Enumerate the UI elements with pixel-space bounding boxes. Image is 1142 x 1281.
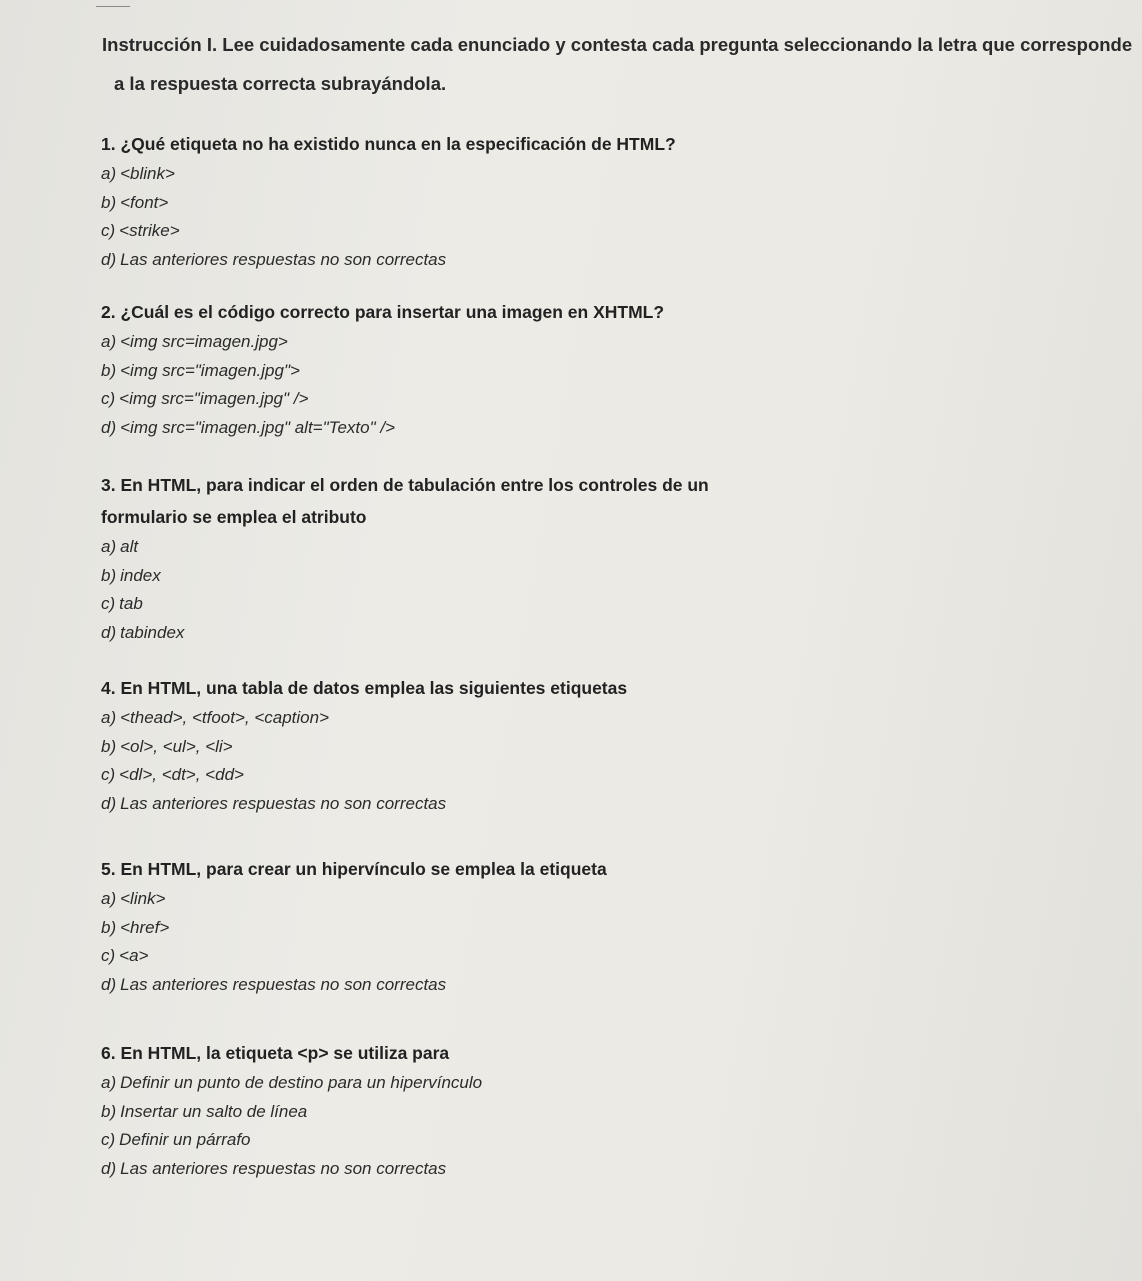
question-2 bbox=[101, 296, 861, 442]
option-letter: c) bbox=[101, 1130, 116, 1149]
option-text: <ol>, <ul>, <li> bbox=[120, 736, 233, 756]
option-b[interactable] bbox=[101, 733, 861, 762]
option-b[interactable] bbox=[101, 357, 861, 386]
option-letter: a) bbox=[101, 164, 117, 183]
option-letter: c) bbox=[101, 946, 116, 965]
instruction-block bbox=[102, 32, 1138, 97]
question-1 bbox=[101, 128, 861, 274]
option-d[interactable] bbox=[101, 619, 861, 648]
question-title-line-1: 3. En HTML, para indicar el orden de tabulación entre los controles de un bbox=[101, 475, 709, 495]
option-d[interactable] bbox=[101, 1155, 861, 1184]
option-letter: a) bbox=[101, 332, 117, 351]
question-title: 4. En HTML, una tabla de datos emplea las siguientes etiquetas bbox=[101, 678, 628, 698]
question-3 bbox=[101, 469, 861, 647]
option-letter: a) bbox=[101, 708, 117, 727]
option-letter: b) bbox=[101, 360, 117, 380]
option-c[interactable] bbox=[101, 385, 861, 414]
option-d[interactable] bbox=[101, 790, 861, 819]
option-a[interactable] bbox=[101, 160, 861, 189]
option-a[interactable] bbox=[101, 1069, 861, 1098]
option-letter: b) bbox=[101, 736, 117, 756]
option-letter: d) bbox=[101, 249, 117, 269]
option-letter: a) bbox=[101, 889, 117, 908]
option-text: <img src=imagen.jpg> bbox=[120, 332, 288, 351]
option-d[interactable] bbox=[101, 246, 861, 275]
option-text: <href> bbox=[120, 917, 170, 937]
option-a[interactable] bbox=[101, 704, 861, 733]
option-text: index bbox=[120, 565, 161, 585]
question-6 bbox=[101, 1037, 861, 1183]
option-letter: d) bbox=[101, 793, 117, 813]
question-title: 5. En HTML, para crear un hipervínculo se emplea la etiqueta bbox=[101, 859, 607, 879]
option-c[interactable] bbox=[101, 217, 861, 246]
option-letter: b) bbox=[101, 1101, 117, 1121]
top-edge-mark bbox=[96, 6, 130, 7]
option-text: <a> bbox=[119, 946, 149, 965]
instruction-line-1: Instrucción I. Lee cuidadosamente cada enunciado y contesta cada pregunta seleccionando la letra que corresponde bbox=[102, 34, 1133, 55]
option-letter: b) bbox=[101, 565, 117, 585]
option-text: Las anteriores respuestas no son correctas bbox=[120, 793, 447, 813]
option-b[interactable] bbox=[101, 914, 861, 943]
option-c[interactable] bbox=[101, 590, 861, 619]
question-title: 2. ¿Cuál es el código correcto para insertar una imagen en XHTML? bbox=[101, 302, 665, 322]
option-d[interactable] bbox=[101, 971, 861, 1000]
option-text: Las anteriores respuestas no son correctas bbox=[120, 249, 447, 269]
option-text: Definir un párrafo bbox=[119, 1130, 251, 1149]
option-b[interactable] bbox=[101, 189, 861, 218]
option-letter: c) bbox=[101, 765, 116, 784]
option-text: Las anteriores respuestas no son correctas bbox=[120, 1158, 447, 1178]
question-4 bbox=[101, 672, 861, 818]
option-c[interactable] bbox=[101, 761, 861, 790]
option-c[interactable] bbox=[101, 1126, 861, 1155]
option-d[interactable] bbox=[101, 414, 861, 443]
question-title-line-2: formulario se emplea el atributo bbox=[101, 507, 367, 527]
option-text: alt bbox=[120, 537, 139, 556]
question-title: 6. En HTML, la etiqueta <p> se utiliza para bbox=[101, 1043, 450, 1063]
option-text: Las anteriores respuestas no son correctas bbox=[120, 974, 447, 994]
question-title: 1. ¿Qué etiqueta no ha existido nunca en la especificación de HTML? bbox=[101, 134, 676, 154]
option-letter: a) bbox=[101, 1073, 117, 1092]
instruction-line-2: a la respuesta correcta subrayándola. bbox=[114, 73, 447, 94]
option-letter: d) bbox=[101, 622, 117, 642]
option-text: <img src="imagen.jpg"> bbox=[120, 360, 300, 380]
option-a[interactable] bbox=[101, 533, 861, 562]
option-letter: d) bbox=[101, 1158, 117, 1178]
option-text: tab bbox=[119, 594, 143, 613]
option-text: <font> bbox=[120, 192, 169, 212]
option-text: <thead>, <tfoot>, <caption> bbox=[120, 708, 330, 727]
option-text: Definir un punto de destino para un hipervínculo bbox=[120, 1073, 483, 1092]
option-b[interactable] bbox=[101, 1098, 861, 1127]
option-text: Insertar un salto de línea bbox=[120, 1101, 308, 1121]
question-5 bbox=[101, 853, 861, 999]
option-a[interactable] bbox=[101, 328, 861, 357]
question-title bbox=[101, 469, 861, 533]
option-letter: c) bbox=[101, 221, 116, 240]
option-letter: c) bbox=[101, 594, 116, 613]
option-letter: b) bbox=[101, 917, 117, 937]
option-text: <blink> bbox=[120, 164, 175, 183]
option-letter: d) bbox=[101, 974, 117, 994]
option-letter: c) bbox=[101, 389, 116, 408]
option-text: tabindex bbox=[120, 622, 185, 642]
option-text: <img src="imagen.jpg" /> bbox=[119, 389, 309, 408]
option-text: <link> bbox=[120, 889, 166, 908]
option-text: <img src="imagen.jpg" alt="Texto" /> bbox=[120, 417, 395, 437]
option-text: <dl>, <dt>, <dd> bbox=[119, 765, 244, 784]
option-a[interactable] bbox=[101, 885, 861, 914]
option-letter: a) bbox=[101, 537, 117, 556]
option-c[interactable] bbox=[101, 942, 861, 971]
option-letter: b) bbox=[101, 192, 117, 212]
option-text: <strike> bbox=[119, 221, 180, 240]
option-letter: d) bbox=[101, 417, 117, 437]
option-b[interactable] bbox=[101, 562, 861, 591]
